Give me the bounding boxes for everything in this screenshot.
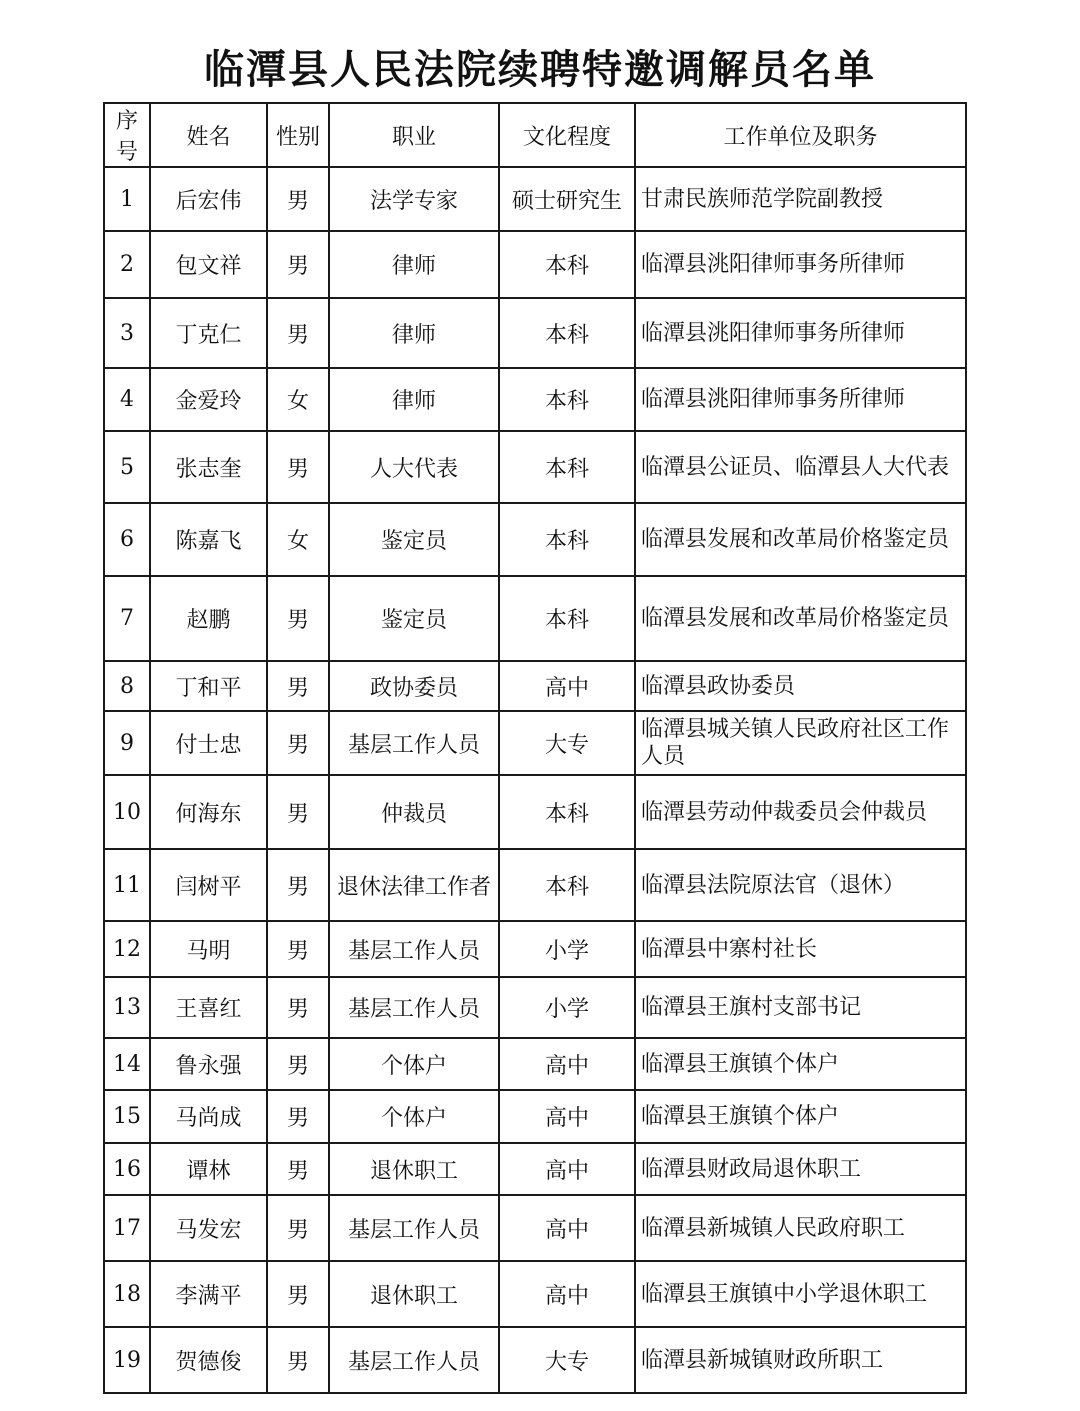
cell-gender: 男 bbox=[267, 231, 329, 298]
cell-name: 马发宏 bbox=[150, 1195, 267, 1261]
cell-unit: 临潭县政协委员 bbox=[635, 661, 966, 711]
cell-gender: 男 bbox=[267, 431, 329, 503]
cell-gender: 男 bbox=[267, 1327, 329, 1393]
cell-occupation: 退休法律工作者 bbox=[329, 849, 499, 921]
table-body bbox=[104, 167, 966, 1393]
cell-education: 本科 bbox=[499, 503, 635, 576]
header-index: 序号 bbox=[104, 103, 150, 167]
cell-gender: 男 bbox=[267, 661, 329, 711]
cell-occupation: 个体户 bbox=[329, 1090, 499, 1143]
cell-index: 7 bbox=[104, 576, 150, 661]
cell-gender: 男 bbox=[267, 1143, 329, 1195]
cell-education: 本科 bbox=[499, 576, 635, 661]
cell-occupation: 基层工作人员 bbox=[329, 977, 499, 1038]
cell-name: 谭林 bbox=[150, 1143, 267, 1195]
table-row bbox=[104, 431, 966, 503]
cell-occupation: 人大代表 bbox=[329, 431, 499, 503]
cell-unit: 临潭县洮阳律师事务所律师 bbox=[635, 298, 966, 368]
cell-name: 后宏伟 bbox=[150, 167, 267, 231]
cell-unit: 临潭县新城镇人民政府职工 bbox=[635, 1195, 966, 1261]
cell-unit: 临潭县王旗镇个体户 bbox=[635, 1090, 966, 1143]
cell-unit: 甘肃民族师范学院副教授 bbox=[635, 167, 966, 231]
cell-education: 大专 bbox=[499, 1327, 635, 1393]
cell-index: 1 bbox=[104, 167, 150, 231]
cell-name: 王喜红 bbox=[150, 977, 267, 1038]
table-row bbox=[104, 1038, 966, 1090]
cell-unit: 临潭县财政局退休职工 bbox=[635, 1143, 966, 1195]
cell-gender: 男 bbox=[267, 849, 329, 921]
cell-index: 14 bbox=[104, 1038, 150, 1090]
cell-name: 包文祥 bbox=[150, 231, 267, 298]
table-row bbox=[104, 1327, 966, 1393]
mediator-roster-table bbox=[103, 102, 967, 1394]
cell-gender: 男 bbox=[267, 1038, 329, 1090]
cell-unit: 临潭县发展和改革局价格鉴定员 bbox=[635, 503, 966, 576]
cell-unit: 临潭县城关镇人民政府社区工作人员 bbox=[635, 711, 966, 775]
cell-education: 本科 bbox=[499, 775, 635, 849]
cell-education: 大专 bbox=[499, 711, 635, 775]
cell-education: 高中 bbox=[499, 661, 635, 711]
cell-name: 马尚成 bbox=[150, 1090, 267, 1143]
cell-occupation: 鉴定员 bbox=[329, 576, 499, 661]
cell-occupation: 政协委员 bbox=[329, 661, 499, 711]
table-row bbox=[104, 576, 966, 661]
cell-gender: 男 bbox=[267, 1090, 329, 1143]
cell-index: 19 bbox=[104, 1327, 150, 1393]
cell-gender: 女 bbox=[267, 503, 329, 576]
table-row bbox=[104, 167, 966, 231]
cell-name: 贺德俊 bbox=[150, 1327, 267, 1393]
table-row bbox=[104, 921, 966, 977]
cell-unit: 临潭县洮阳律师事务所律师 bbox=[635, 368, 966, 431]
cell-education: 硕士研究生 bbox=[499, 167, 635, 231]
cell-occupation: 仲裁员 bbox=[329, 775, 499, 849]
cell-index: 12 bbox=[104, 921, 150, 977]
cell-unit: 临潭县法院原法官（退休） bbox=[635, 849, 966, 921]
cell-name: 何海东 bbox=[150, 775, 267, 849]
table-header-row bbox=[104, 103, 966, 167]
cell-name: 闫树平 bbox=[150, 849, 267, 921]
cell-unit: 临潭县发展和改革局价格鉴定员 bbox=[635, 576, 966, 661]
table-row bbox=[104, 977, 966, 1038]
cell-name: 赵鹏 bbox=[150, 576, 267, 661]
cell-occupation: 基层工作人员 bbox=[329, 921, 499, 977]
cell-unit: 临潭县王旗村支部书记 bbox=[635, 977, 966, 1038]
table-row bbox=[104, 1195, 966, 1261]
cell-occupation: 个体户 bbox=[329, 1038, 499, 1090]
cell-unit: 临潭县洮阳律师事务所律师 bbox=[635, 231, 966, 298]
cell-unit: 临潭县新城镇财政所职工 bbox=[635, 1327, 966, 1393]
cell-gender: 男 bbox=[267, 1195, 329, 1261]
cell-education: 高中 bbox=[499, 1143, 635, 1195]
cell-occupation: 退休职工 bbox=[329, 1143, 499, 1195]
cell-occupation: 律师 bbox=[329, 368, 499, 431]
cell-occupation: 鉴定员 bbox=[329, 503, 499, 576]
cell-occupation: 基层工作人员 bbox=[329, 1195, 499, 1261]
table-row bbox=[104, 1261, 966, 1327]
cell-index: 2 bbox=[104, 231, 150, 298]
cell-education: 本科 bbox=[499, 431, 635, 503]
cell-gender: 男 bbox=[267, 711, 329, 775]
document-title: 临潭县人民法院续聘特邀调解员名单 bbox=[204, 46, 876, 93]
cell-name: 陈嘉飞 bbox=[150, 503, 267, 576]
header-unit: 工作单位及职务 bbox=[635, 103, 966, 167]
cell-occupation: 律师 bbox=[329, 298, 499, 368]
cell-occupation: 退休职工 bbox=[329, 1261, 499, 1327]
cell-education: 本科 bbox=[499, 231, 635, 298]
cell-name: 金爱玲 bbox=[150, 368, 267, 431]
cell-occupation: 法学专家 bbox=[329, 167, 499, 231]
cell-name: 丁克仁 bbox=[150, 298, 267, 368]
cell-index: 17 bbox=[104, 1195, 150, 1261]
cell-index: 16 bbox=[104, 1143, 150, 1195]
cell-index: 15 bbox=[104, 1090, 150, 1143]
table-row bbox=[104, 231, 966, 298]
cell-index: 9 bbox=[104, 711, 150, 775]
cell-name: 张志奎 bbox=[150, 431, 267, 503]
cell-index: 4 bbox=[104, 368, 150, 431]
cell-education: 小学 bbox=[499, 977, 635, 1038]
header-occupation: 职业 bbox=[329, 103, 499, 167]
table-row bbox=[104, 1090, 966, 1143]
cell-education: 本科 bbox=[499, 849, 635, 921]
cell-name: 丁和平 bbox=[150, 661, 267, 711]
cell-gender: 男 bbox=[267, 1261, 329, 1327]
cell-gender: 男 bbox=[267, 576, 329, 661]
cell-occupation: 基层工作人员 bbox=[329, 1327, 499, 1393]
cell-education: 小学 bbox=[499, 921, 635, 977]
cell-index: 5 bbox=[104, 431, 150, 503]
cell-index: 13 bbox=[104, 977, 150, 1038]
cell-gender: 男 bbox=[267, 921, 329, 977]
table-row bbox=[104, 368, 966, 431]
cell-gender: 男 bbox=[267, 167, 329, 231]
cell-unit: 临潭县劳动仲裁委员会仲裁员 bbox=[635, 775, 966, 849]
cell-education: 高中 bbox=[499, 1195, 635, 1261]
cell-education: 高中 bbox=[499, 1090, 635, 1143]
cell-gender: 女 bbox=[267, 368, 329, 431]
table-row bbox=[104, 661, 966, 711]
table-row bbox=[104, 775, 966, 849]
table-row bbox=[104, 298, 966, 368]
cell-name: 鲁永强 bbox=[150, 1038, 267, 1090]
cell-education: 本科 bbox=[499, 368, 635, 431]
table-row bbox=[104, 849, 966, 921]
cell-index: 6 bbox=[104, 503, 150, 576]
cell-name: 李满平 bbox=[150, 1261, 267, 1327]
cell-unit: 临潭县中寨村社长 bbox=[635, 921, 966, 977]
cell-name: 马明 bbox=[150, 921, 267, 977]
table-row bbox=[104, 711, 966, 775]
cell-unit: 临潭县王旗镇中小学退休职工 bbox=[635, 1261, 966, 1327]
cell-gender: 男 bbox=[267, 977, 329, 1038]
cell-index: 3 bbox=[104, 298, 150, 368]
cell-occupation: 基层工作人员 bbox=[329, 711, 499, 775]
cell-unit: 临潭县王旗镇个体户 bbox=[635, 1038, 966, 1090]
cell-unit: 临潭县公证员、临潭县人大代表 bbox=[635, 431, 966, 503]
table-row bbox=[104, 1143, 966, 1195]
cell-occupation: 律师 bbox=[329, 231, 499, 298]
cell-education: 高中 bbox=[499, 1038, 635, 1090]
header-education: 文化程度 bbox=[499, 103, 635, 167]
cell-gender: 男 bbox=[267, 775, 329, 849]
cell-index: 11 bbox=[104, 849, 150, 921]
cell-index: 10 bbox=[104, 775, 150, 849]
cell-index: 8 bbox=[104, 661, 150, 711]
cell-education: 本科 bbox=[499, 298, 635, 368]
table-row bbox=[104, 503, 966, 576]
cell-education: 高中 bbox=[499, 1261, 635, 1327]
cell-name: 付士忠 bbox=[150, 711, 267, 775]
cell-index: 18 bbox=[104, 1261, 150, 1327]
cell-gender: 男 bbox=[267, 298, 329, 368]
header-gender: 性别 bbox=[267, 103, 329, 167]
header-name: 姓名 bbox=[150, 103, 267, 167]
